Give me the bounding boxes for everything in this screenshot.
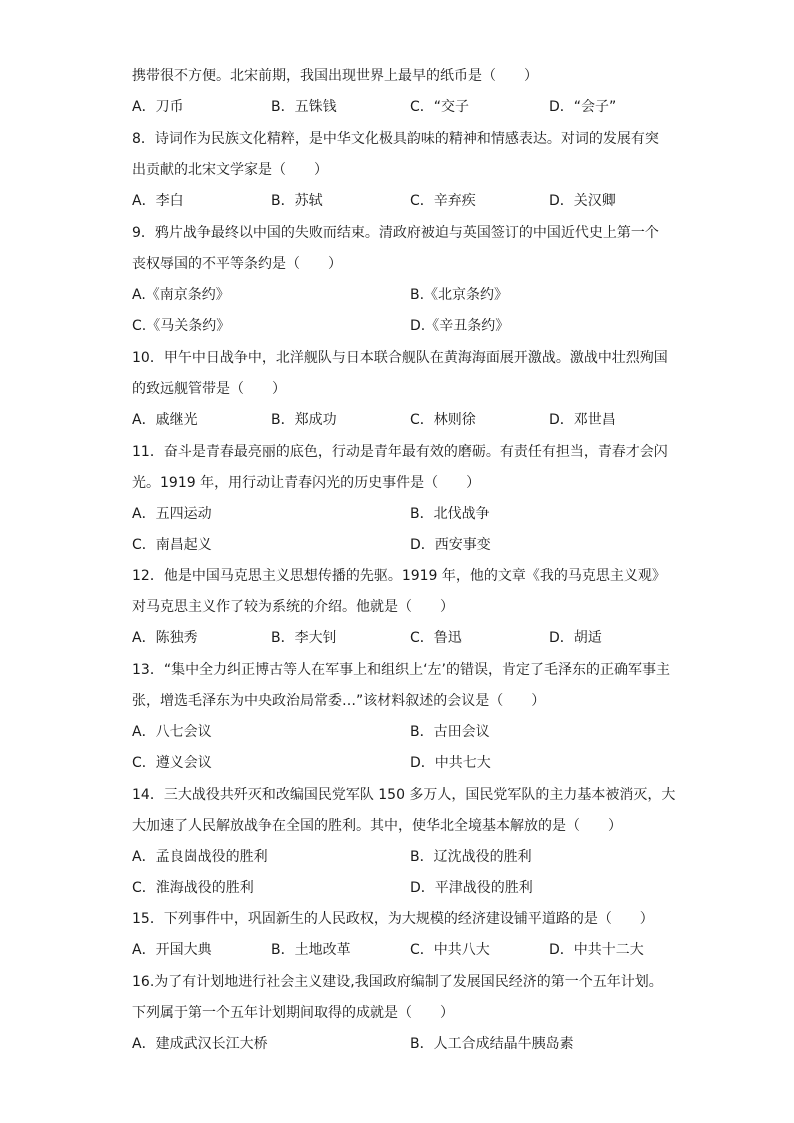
q12-option-d: D．胡适 xyxy=(549,630,602,646)
q8-stem-line-2: 出贡献的北宋文学家是（ ） xyxy=(132,162,328,178)
q8-option-b: B．苏轼 xyxy=(271,193,323,209)
q11-stem-line-1: 11．奋斗是青春最亮丽的底色，行动是青年最有效的磨砺。有责任有担当，青春才会闪 xyxy=(132,444,668,460)
q9-stem-line-1: 9．鸦片战争最终以中国的失败而结束。清政府被迫与英国签订的中国近代史上第一个 xyxy=(132,225,659,241)
q8-option-c: C．辛弃疾 xyxy=(410,193,476,209)
q12-option-c: C．鲁迅 xyxy=(410,630,462,646)
q11-option-c: C．南昌起义 xyxy=(132,537,212,553)
q15-option-d: D．中共十二大 xyxy=(549,942,644,958)
q8-option-d: D．关汉卿 xyxy=(549,193,616,209)
q10-option-b: B．郑成功 xyxy=(271,412,337,428)
q10-option-a: A．戚继光 xyxy=(132,412,198,428)
q8-stem-line-1: 8．诗词作为民族文化精粹，是中华文化极具韵味的精神和情感表达。对词的发展有突 xyxy=(132,131,659,147)
q10-stem-line-2: 的致远舰管带是（ ） xyxy=(132,381,286,397)
q16-stem-line-1: 16.为了有计划地进行社会主义建设,我国政府编制了发展国民经济的第一个五年计划。 xyxy=(132,974,663,990)
q12-stem-line-1: 12．他是中国马克思主义思想传播的先驱。1919 年，他的文章《我的马克思主义观》 xyxy=(132,568,666,584)
q12-option-a: A．陈独秀 xyxy=(132,630,198,646)
q12-stem-line-2: 对马克思主义作了较为系统的介绍。他就是（ ） xyxy=(132,599,454,615)
q14-option-d: D．平津战役的胜利 xyxy=(410,880,533,896)
q15-option-a: A．开国大典 xyxy=(132,942,212,958)
q13-option-b: B．古田会议 xyxy=(410,724,490,740)
q7-stem-line: 携带很不方便。北宋前期，我国出现世界上最早的纸币是（ ） xyxy=(132,68,538,84)
q11-option-a: A．五四运动 xyxy=(132,506,212,522)
q7-option-c: C．“交子 xyxy=(410,99,470,115)
q13-option-c: C．遵义会议 xyxy=(132,755,212,771)
q15-option-b: B．土地改革 xyxy=(271,942,351,958)
q14-stem-line-2: 大加速了人民解放战争在全国的胜利。其中，使华北全境基本解放的是（ ） xyxy=(132,818,622,834)
q10-option-d: D．邓世昌 xyxy=(549,412,616,428)
q9-option-c: C.《马关条约》 xyxy=(132,318,231,334)
q9-stem-line-2: 丧权辱国的不平等条约是（ ） xyxy=(132,256,342,272)
q7-option-d: D．“会子” xyxy=(549,99,617,115)
q13-option-a: A．八七会议 xyxy=(132,724,212,740)
q8-option-a: A．李白 xyxy=(132,193,184,209)
q12-option-b: B．李大钊 xyxy=(271,630,337,646)
q7-option-b: B．五铢钱 xyxy=(271,99,337,115)
q10-stem-line-1: 10．甲午中日战争中，北洋舰队与日本联合舰队在黄海海面展开激战。激战中壮烈殉国 xyxy=(132,350,668,366)
q16-option-b: B．人工合成结晶牛胰岛素 xyxy=(410,1036,574,1052)
q13-stem-line-1: 13．“集中全力纠正博古等人在军事上和组织上‘左’的错误，肯定了毛泽东的正确军事主 xyxy=(132,662,670,678)
q14-option-c: C．淮海战役的胜利 xyxy=(132,880,254,896)
q9-option-d: D.《辛丑条约》 xyxy=(410,318,510,334)
q11-stem-line-2: 光。1919 年，用行动让青春闪光的历史事件是（ ） xyxy=(132,475,481,491)
q9-option-a: A.《南京条约》 xyxy=(132,287,230,303)
q13-option-d: D．中共七大 xyxy=(410,755,491,771)
q16-stem-line-2: 下列属于第一个五年计划期间取得的成就是（ ） xyxy=(132,1005,454,1021)
q14-option-b: B．辽沈战役的胜利 xyxy=(410,849,532,865)
q14-option-a: A．孟良崮战役的胜利 xyxy=(132,849,268,865)
q16-option-a: A．建成武汉长江大桥 xyxy=(132,1036,268,1052)
q15-option-c: C．中共八大 xyxy=(410,942,490,958)
q13-stem-line-2: 张，增选毛泽东为中央政治局常委…”该材料叙述的会议是（ ） xyxy=(132,693,546,709)
q7-option-a: A．刀币 xyxy=(132,99,184,115)
q11-option-d: D．西安事变 xyxy=(410,537,491,553)
q14-stem-line-1: 14．三大战役共歼灭和改编国民党军队 150 多万人，国民党军队的主力基本被消灭，大 xyxy=(132,787,676,803)
q10-option-c: C．林则徐 xyxy=(410,412,476,428)
q15-stem-line-1: 15．下列事件中，巩固新生的人民政权，为大规模的经济建设铺平道路的是（ ） xyxy=(132,911,654,927)
q9-option-b: B.《北京条约》 xyxy=(410,287,509,303)
q11-option-b: B．北伐战争 xyxy=(410,506,490,522)
